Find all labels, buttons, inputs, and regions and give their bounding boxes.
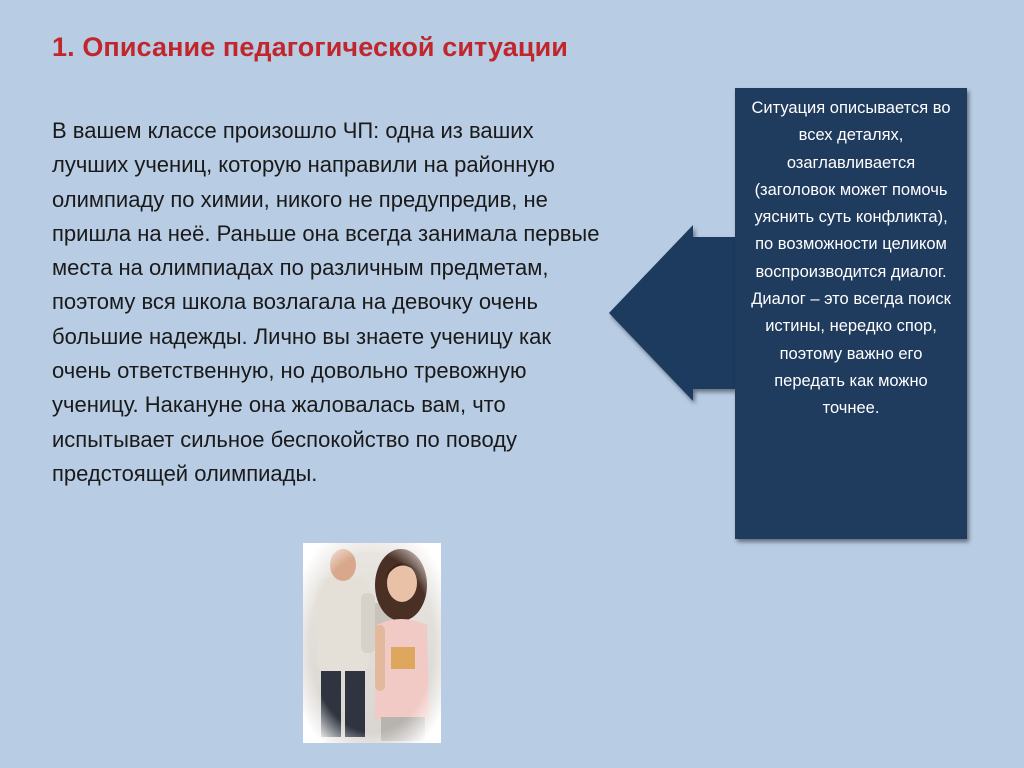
situation-description: В вашем классе произошло ЧП: одна из ваших лучших учениц, которую направили на районную олимпиаду по химии, никого не предупредив, не пришла на неё. Раньше она всегда занимала первые места на олимпиадах по различным предметам, поэтому вся школа возлагала на девочку очень большие надежды. Лично вы знаете ученицу как очень ответственную, но довольно тревожную ученицу. Накануне она жаловалась вам, что испытывает сильное беспокойство по поводу предстоящей олимпиады.: [52, 118, 600, 486]
teacher-student-photo: [303, 543, 441, 743]
slide-title: 1. Описание педагогической ситуации: [52, 32, 568, 62]
callout-text: Ситуация описывается во всех деталях, озаглавливается (заголовок может помочь уяснить суть конфликта), по возможности целиком воспроизводится диалог. Диалог – это всегда поиск истины, нередко спор, поэтому важно его передать как можно точнее.: [751, 99, 951, 418]
callout-box: [735, 88, 967, 539]
